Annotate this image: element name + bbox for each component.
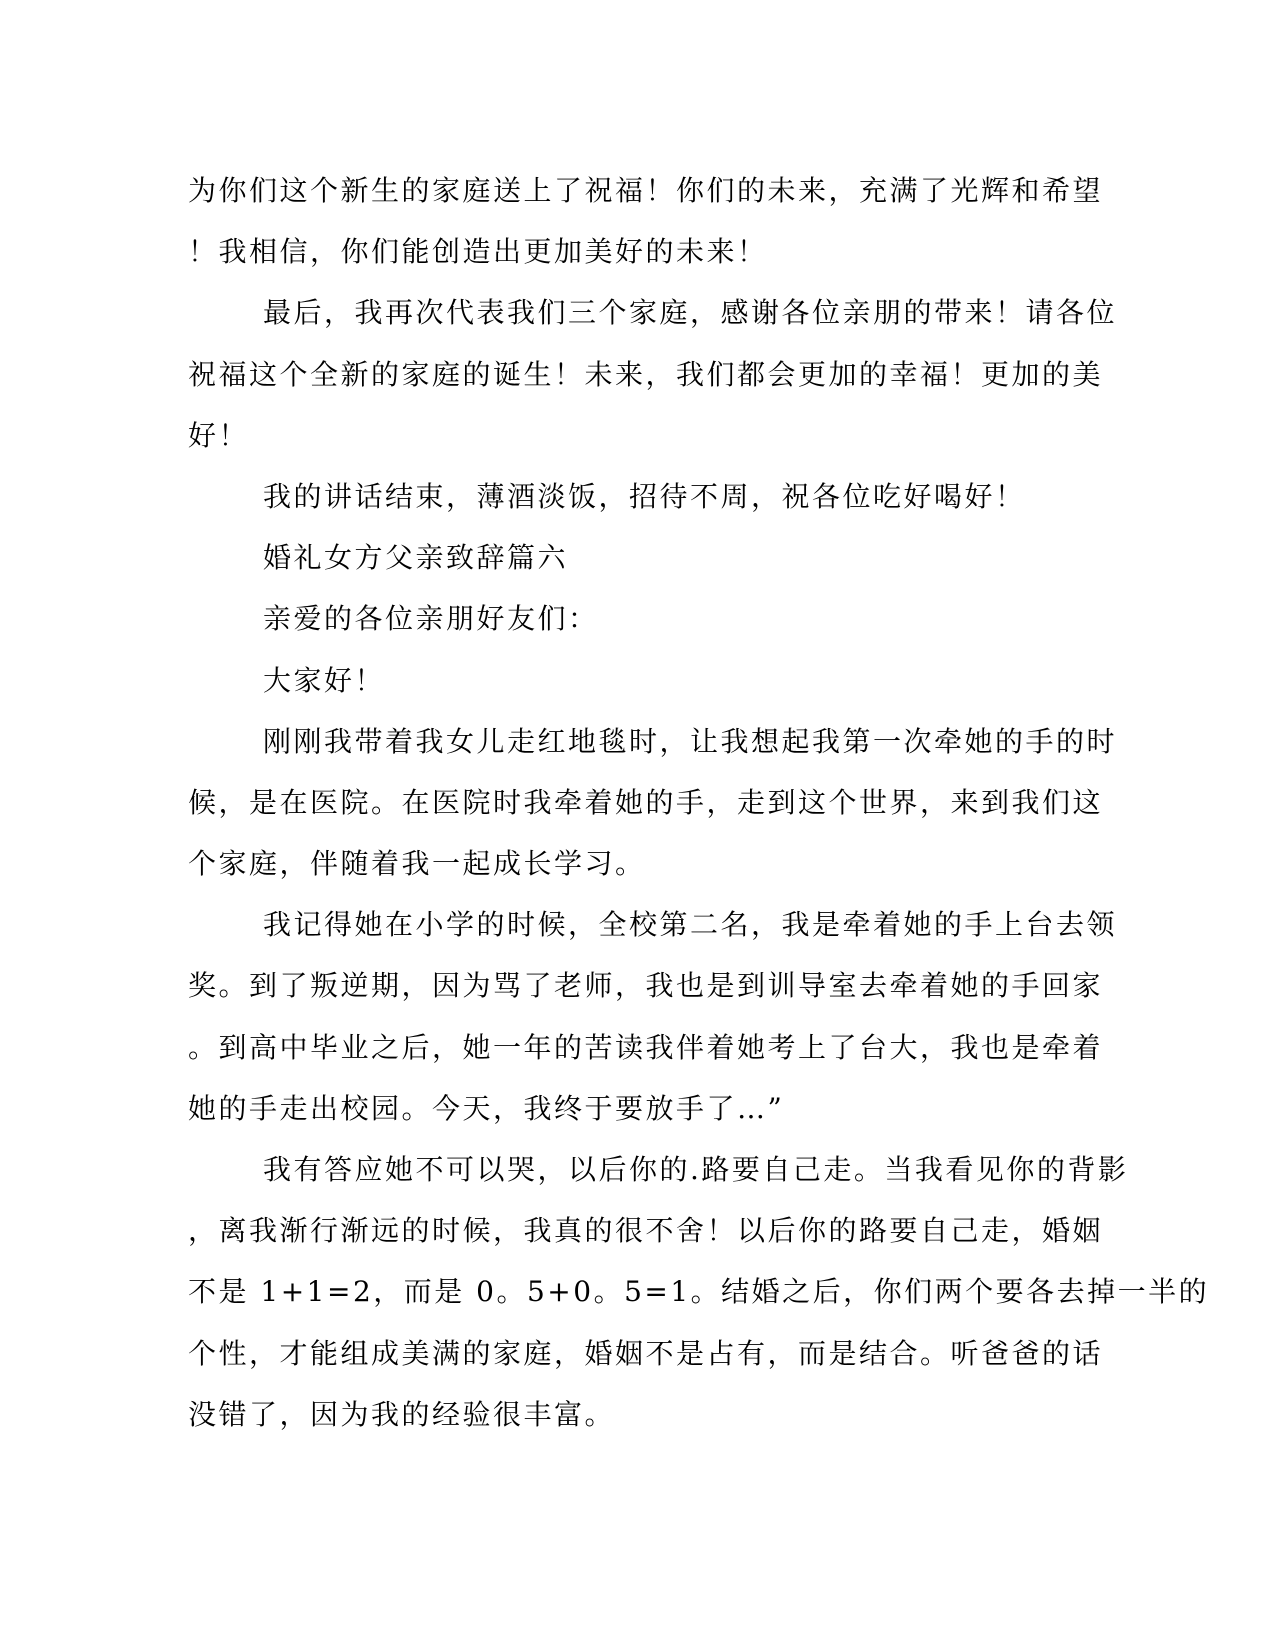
text-line: 奖。到了叛逆期，因为骂了老师，我也是到训导室去牵着她的手回家 [188, 969, 1104, 1003]
text-line: 刚刚我带着我女儿走红地毯时，让我想起我第一次牵她的手的时 [263, 724, 1118, 758]
text-line: 没错了，因为我的经验很丰富。 [188, 1397, 616, 1431]
text-line: 好！ [188, 418, 250, 452]
text-line: 个家庭，伴随着我一起成长学习。 [188, 847, 646, 881]
text-line: 不是 1+1=2，而是 0。5+0。5=1。结婚之后，你们两个要各去掉一半的 [188, 1275, 1210, 1309]
document-body [188, 160, 1210, 1445]
text-line: 大家好！ [263, 663, 386, 697]
text-line: 亲爱的各位亲朋好友们： [263, 602, 599, 636]
text-line: 祝福这个全新的家庭的诞生！未来，我们都会更加的幸福！更加的美 [188, 357, 1104, 391]
text-line: 候，是在医院。在医院时我牵着她的手，走到这个世界，来到我们这 [188, 785, 1104, 819]
text-line: ！我相信，你们能创造出更加美好的未来！ [188, 235, 768, 269]
text-line: 个性，才能组成美满的家庭，婚姻不是占有，而是结合。听爸爸的话 [188, 1336, 1104, 1370]
text-line: 为你们这个新生的家庭送上了祝福！你们的未来，充满了光辉和希望 [188, 174, 1104, 207]
text-line: 。到高中毕业之后，她一年的苦读我伴着她考上了台大，我也是牵着 [188, 1030, 1104, 1064]
text-line: 我记得她在小学的时候，全校第二名，我是牵着她的手上台去领 [263, 908, 1118, 942]
text-line: 我的讲话结束，薄酒淡饭，招待不周，祝各位吃好喝好！ [263, 479, 1026, 513]
text-line: 她的手走出校园。今天，我终于要放手了…” [188, 1091, 785, 1125]
text-line: 最后，我再次代表我们三个家庭，感谢各位亲朋的带来！请各位 [263, 296, 1118, 330]
text-line: 我有答应她不可以哭，以后你的.路要自己走。当我看见你的背影 [263, 1153, 1129, 1186]
text-line: 婚礼女方父亲致辞篇六 [263, 541, 569, 575]
text-line: ，离我渐行渐远的时候，我真的很不舍！以后你的路要自己走，婚姻 [188, 1214, 1104, 1248]
